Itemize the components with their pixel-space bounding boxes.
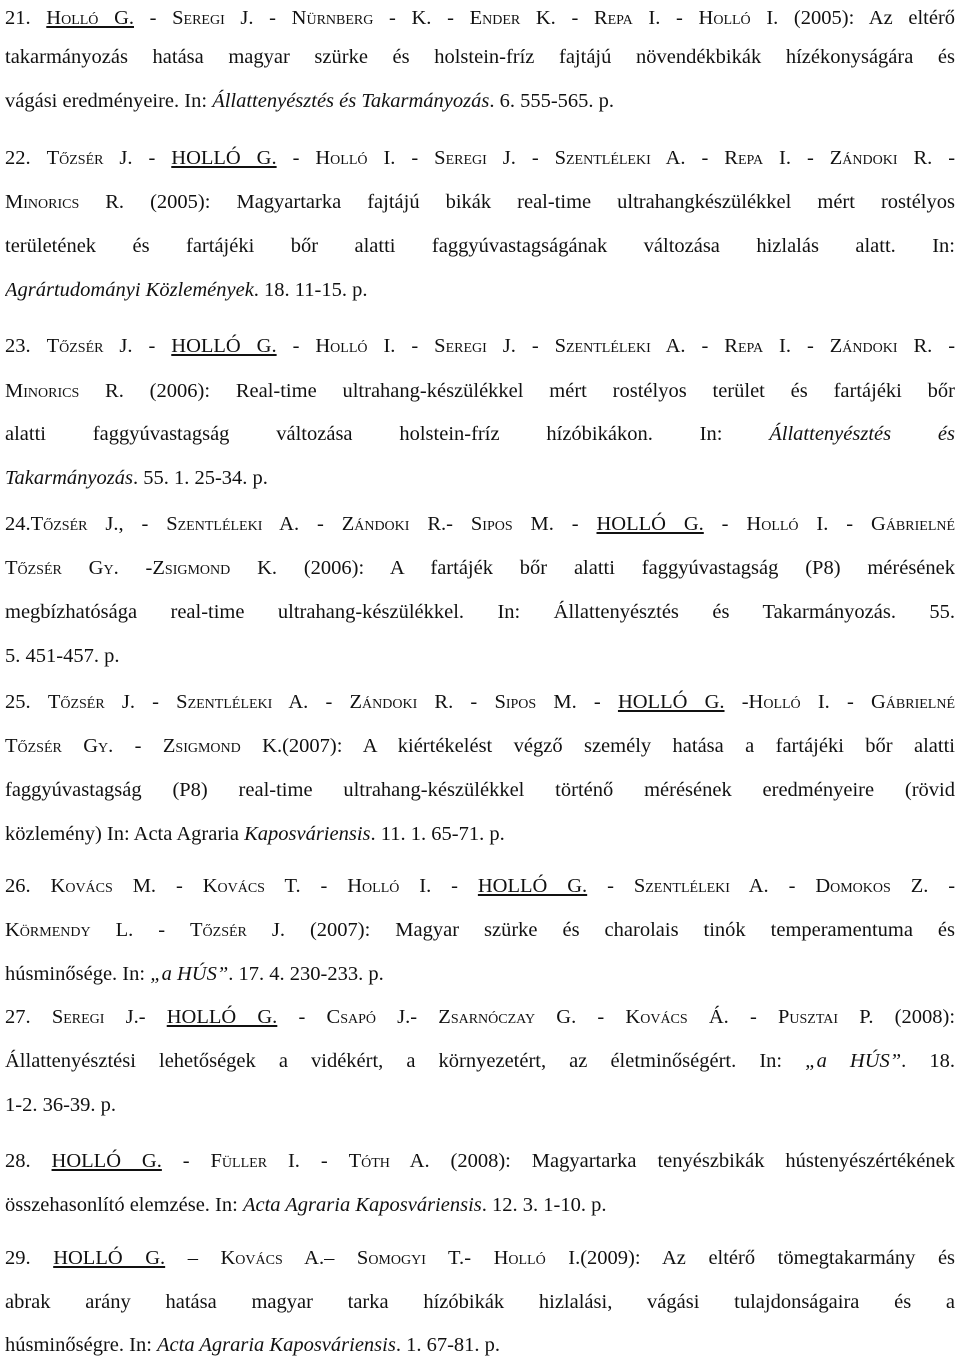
reference-line: 25. Tőzsér J. - Szentléleki A. - Zándoki R. - Sipos M. - HOLLÓ G. -Holló I. - Gábrielné bbox=[5, 691, 955, 713]
author-name: HOLLÓ G. bbox=[53, 1247, 166, 1269]
reference-line: közlemény) In: Acta Agraria Kaposváriensis. 11. 1. 65-71. p. bbox=[5, 823, 505, 845]
reference-line: 24.Tőzsér J., - Szentléleki A. - Zándoki R.- Sipos M. - HOLLÓ G. - Holló I. - Gábrielné bbox=[5, 513, 955, 535]
reference-line: Körmendy L. - Tőzsér J. (2007): Magyar szürke és charolais tinók temperamentuma és bbox=[5, 919, 955, 941]
journal-title: Agrártudományi Közlemények bbox=[5, 279, 254, 301]
reference-number: 27. bbox=[5, 1006, 31, 1028]
journal-title: Acta Agraria Kaposváriensis bbox=[242, 1194, 482, 1216]
reference-line: Állattenyésztési lehetőségek a vidékért, a környezetért, az életminőségért. In: „a HÚS”. 18. bbox=[5, 1050, 955, 1072]
reference-line: Tőzsér Gy. - Zsigmond K.(2007): A kiértékelést végző személy hatása a fartájéki bőr alatti bbox=[5, 735, 955, 757]
author-name: HOLLÓ G. bbox=[477, 875, 588, 897]
reference-line: 29. HOLLÓ G. – Kovács A.– Somogyi T.- Holló I.(2009): Az eltérő tömegtakarmány és bbox=[5, 1247, 955, 1269]
reference-line: húsminősége. In: „a HÚS”. 17. 4. 230-233. p. bbox=[5, 963, 384, 985]
reference-line: 1-2. 36-39. p. bbox=[5, 1094, 117, 1116]
reference-number: 25. bbox=[5, 691, 31, 713]
author-name: HOLLÓ G. bbox=[171, 147, 277, 169]
reference-line: 26. Kovács M. - Kovács T. - Holló I. - HOLLÓ G. - Szentléleki A. - Domokos Z. - bbox=[5, 875, 955, 897]
reference-line: vágási eredményeire. In: Állattenyésztés és Takarmányozás. 6. 555-565. p. bbox=[5, 90, 615, 112]
reference-line: takarmányozás hatása magyar szürke és holstein-fríz fajtájú növendékbikák hízékonyságára és bbox=[5, 46, 955, 68]
reference-number: 24. bbox=[5, 513, 31, 535]
journal-title: Állattenyésztés és Takarmányozás bbox=[212, 90, 490, 112]
reference-line: területének és fartájéki bőr alatti faggyúvastagságának változása hizlalás alatt. In: bbox=[5, 235, 955, 257]
reference-line: húsminőségre. In: Acta Agraria Kaposváriensis. 1. 67-81. p. bbox=[5, 1334, 501, 1356]
journal-title: Állattenyésztés és bbox=[769, 423, 955, 445]
reference-number: 29. bbox=[5, 1247, 31, 1269]
author-name: HOLLÓ G. bbox=[171, 335, 277, 357]
journal-title: Kaposváriensis bbox=[244, 823, 371, 845]
reference-line: Minorics R. (2005): Magyartarka fajtájú bikák real-time ultrahangkészülékkel mért rostélyos bbox=[5, 191, 955, 213]
reference-line: faggyúvastagság (P8) real-time ultrahang-készülékkel történő mérésének eredményeire (rövid bbox=[5, 779, 955, 801]
reference-line: 27. Seregi J.- HOLLÓ G. - Csapó J.- Zsarnóczay G. - Kovács Á. - Pusztai P. (2008): bbox=[5, 1006, 955, 1028]
reference-line: Minorics R. (2006): Real-time ultrahang-készülékkel mért rostélyos terület és fartájéki bőr bbox=[5, 380, 955, 402]
reference-line: 28. HOLLÓ G. - Füller I. - Tóth A. (2008): Magyartarka tenyészbikák hústenyészértékének bbox=[5, 1150, 955, 1172]
reference-number: 22. bbox=[5, 147, 31, 169]
reference-number: 26. bbox=[5, 875, 31, 897]
reference-number: 28. bbox=[5, 1150, 31, 1172]
reference-line: 22. Tőzsér J. - HOLLÓ G. - Holló I. - Seregi J. - Szentléleki A. - Repa I. - Zándoki R. - bbox=[5, 147, 955, 169]
journal-title: Takarmányozás bbox=[5, 467, 133, 489]
reference-line: Takarmányozás. 55. 1. 25-34. p. bbox=[5, 467, 268, 489]
reference-line: 21. Holló G. - Seregi J. - Nürnberg - K. - Ender K. - Repa I. - Holló I. (2005): Az eltérő bbox=[5, 7, 955, 29]
reference-line: Tőzsér Gy. -Zsigmond K. (2006): A fartájék bőr alatti faggyúvastagság (P8) mérésének bbox=[5, 557, 955, 579]
journal-title: „a HÚS” bbox=[805, 1050, 902, 1072]
author-name: HOLLÓ G. bbox=[51, 1150, 162, 1172]
journal-title: „a HÚS” bbox=[150, 963, 229, 985]
author-name: Holló G. bbox=[46, 7, 134, 29]
reference-line: Agrártudományi Közlemények. 18. 11-15. p. bbox=[5, 279, 368, 301]
reference-line: abrak arány hatása magyar tarka hízóbikák hizlalási, vágási tulajdonságaira és a bbox=[5, 1291, 955, 1313]
reference-line: 23. Tőzsér J. - HOLLÓ G. - Holló I. - Seregi J. - Szentléleki A. - Repa I. - Zándoki R. - bbox=[5, 335, 955, 357]
reference-line: összehasonlító elemzése. In: Acta Agraria Kaposváriensis. 12. 3. 1-10. p. bbox=[5, 1194, 607, 1216]
author-name: HOLLÓ G. bbox=[166, 1006, 278, 1028]
journal-title: Acta Agraria Kaposváriensis bbox=[157, 1334, 396, 1356]
author-name: HOLLÓ G. bbox=[617, 691, 725, 713]
reference-line: alatti faggyúvastagság változása holstein-fríz hízóbikákon. In: Állattenyésztés és bbox=[5, 423, 955, 445]
author-name: HOLLÓ G. bbox=[596, 513, 704, 535]
reference-line: 5. 451-457. p. bbox=[5, 645, 120, 667]
reference-number: 21. bbox=[5, 7, 31, 29]
reference-line: megbízhatósága real-time ultrahang-készülékkel. In: Állattenyésztés és Takarmányozás. 55. bbox=[5, 601, 955, 623]
reference-number: 23. bbox=[5, 335, 31, 357]
